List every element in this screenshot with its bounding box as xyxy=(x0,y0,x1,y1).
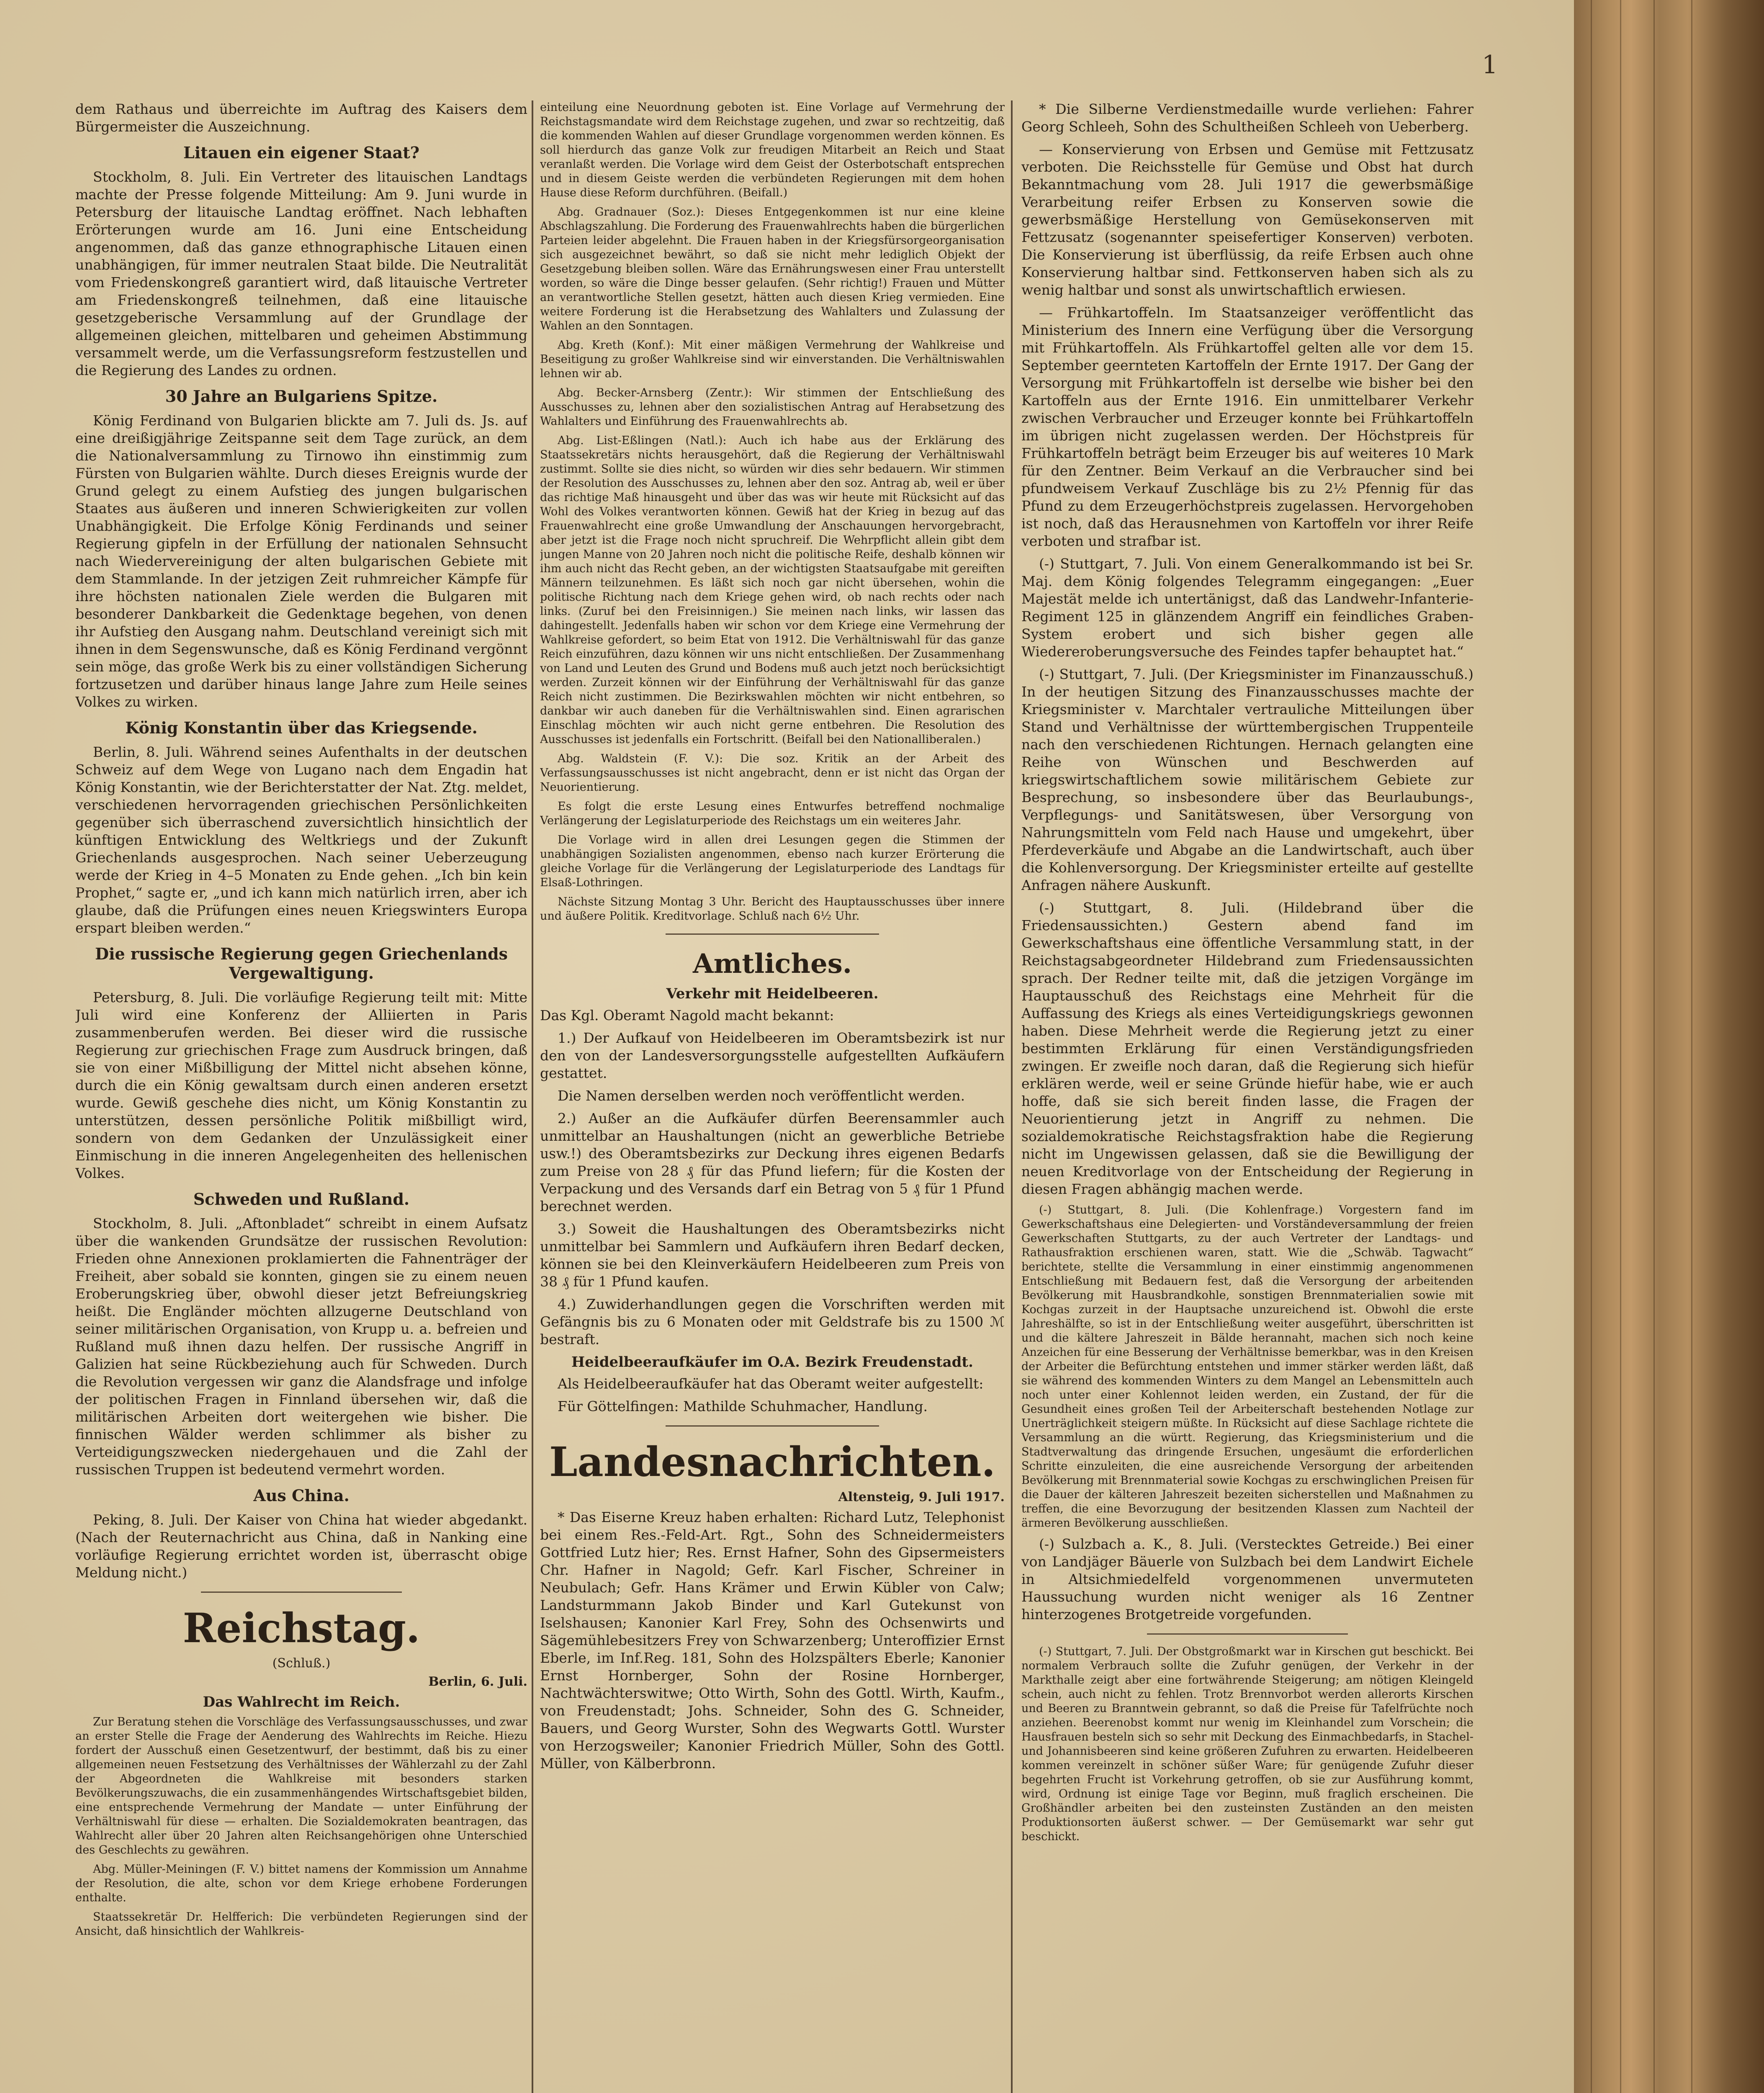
reichstag-paragraph-1: Zur Beratung stehen die Vorschläge des Verfassungsausschusses, und zwar an erster Stelle die Frage der Aenderung des Wahlrechts im Reiche. Hiezu fordert der Ausschuß einen Gesetzentwurf, der bestimmt, daß bis zu einer allgemeinen neuen Festsetzung des Verhältnisses der Wählerzahl zu der Zahl der Abgeordneten die Wahlkreise mit besonders starken Bevölkerungszuwachs, die ein zusammenhängendes Wirtschaftsgebiet bilden, eine entsprechende Vermehrung der Mandate — unter Einführung der Verhältniswahl für diese — erhalten. Die Sozialdemokraten beantragen, das Wahlrecht aller über 20 Jahren alten Reichsangehörigen ohne Unterschied des Geschlechts zu gewähren. xyxy=(75,1715,527,1856)
reichstag-cont-3: Abg. Kreth (Konf.): Mit einer mäßigen Vermehrung der Wahlkreise und Beseitigung zu großer Wahlkreise sind wir einverstanden. Die Verhältniswahlen lehnen wir ab. xyxy=(540,339,1005,380)
section-title-amtliches: Amtliches. xyxy=(692,948,852,980)
amtlich-intro: Das Kgl. Oberamt Nagold macht bekannt: xyxy=(540,1007,834,1023)
reichstag-cont-4: Abg. Becker-Arnsberg (Zentr.): Wir stimmen der Entschließung des Ausschusses zu, lehnen aber den sozialistischen Antrag auf Herabsetzung des Wahlalters und Einführung des Frauenwahlrechts ab. xyxy=(540,386,1005,428)
article-obstgrossmarkt: (-) Stuttgart, 7. Juli. Der Obstgroßmarkt war in Kirschen gut beschickt. Bei normalem Verbrauch sollte die Zufuhr genügen, der Verkehr in der Markthalle zeigt aber eine fortwährende Steigerung; am nötigen Kleingeld schein, auch nicht zu fehlen. Trotz Brennvorbot werden allerorts Kirschen und Beeren zu Branntwein gebrannt, so daß die Preise für Tafelfrüchte noch anziehen. Beerenobst kommt nur wenig im Kleinhandel zum Vorschein; die Hausfrauen besteln sich so sehr mit Deckung des Einmachbedarfs, in Stachel- und Johannisbeeren sind keine größeren Zufuhren zu erwarten. Heidelbeeren kommen vereinzelt in schöner süßer Ware; für genügende Zufuhr dieser begehrten Frucht ist Vorkehrung getroffen, ob sie zur Ausführung kommt, wird, Ordnung ist einige Tage vor Beginn, muß fraglich erscheinen. Die Großhändler arbeiten bei den zusteinsten Zuständen an den meisten Produktionsorten äußerst schwer. — Der Gemüsemarkt war sehr gut beschickt. xyxy=(1021,1645,1473,1843)
binding-edge xyxy=(1591,0,1592,2093)
reichstag-cont-6: Abg. Waldstein (F. V.): Die soz. Kritik an der Arbeit des Verfassungsausschusses ist nicht angebracht, denn er ist nicht das Organ der Neuorientierung. xyxy=(540,752,1005,794)
reichstag-cont-8: Die Vorlage wird in allen drei Lesungen gegen die Stimmen der unabhängigen Sozialisten angenommen, ebenso nach kurzer Erörterung die gleiche Vorlage für die Verlängerung der Legislaturperiode des Landtags für Elsaß-Lothringen. xyxy=(540,833,1005,889)
section-title-reichstag: Reichstag. xyxy=(183,1604,420,1652)
headline-heidelbeeren: Verkehr mit Heidelbeeren. xyxy=(666,985,879,1002)
headline-konstantin: König Konstantin über das Kriegsende. xyxy=(125,718,478,737)
article-sulzbach: (-) Sulzbach a. K., 8. Juli. (Verstecktes Getreide.) Bei einer von Landjäger Bäuerle von Sulzbach bei dem Landwirt Eichele in Altsichmiedelfeld vorgenommenen unvermuteten Haussuchung wurden nicht weniger als 16 Zentner hinterzogenes Brotgetreide vorgefunden. xyxy=(1021,1536,1473,1622)
article-continuation: dem Rathaus und überreichte im Auftrag des Kaisers dem Bürgermeister die Auszeichnung. xyxy=(75,101,527,135)
section-divider xyxy=(1147,1633,1348,1635)
aufkaeufer-text: Als Heidelbeeraufkäufer hat das Oberamt weiter aufgestellt: xyxy=(558,1376,984,1392)
aufkaeufer-name: Für Göttelfingen: Mathilde Schuhmacher, Handlung. xyxy=(558,1398,928,1414)
section-divider xyxy=(201,1592,402,1593)
article-verdienstmedaille: * Die Silberne Verdienstmedaille wurde verliehen: Fahrer Georg Schleeh, Sohn des Schultheißen Schleeh von Ueberberg. xyxy=(1021,101,1473,135)
subtitle-schluss: (Schluß.) xyxy=(272,1656,331,1671)
headline-litauen: Litauen ein eigener Staat? xyxy=(183,143,419,162)
article-schweden: Stockholm, 8. Juli. „Aftonbladet“ schreibt in einem Aufsatz über die wankenden Grundsätze der russischen Revolution: Frieden ohne Annexionen proklamierten die Fahnenträger der Freiheit, aber sobald sie konnten, gingen sie zu einem neuen Eroberungskrieg über, obwohl dieser jetzt Befreiungskrieg heißt. Die Engländer möchten allzugerne Deutschland von seiner militärischen Organisation, von Krupp u. a. befreien und Rußland muß ihnen dazu helfen. Der russische Angriff in Galizien hat seine Rückbeziehung auch für Schweden. Durch die Revolution vergessen wir ganz die Alandsfrage und infolge der politischen Fragen in Finnland übersehen wir, daß die militärischen Arbeiten dort weitergehen wie bisher. Die finnischen Wälder werden schlimmer als bisher zu Verteidigungszwecken niedergehauen und die Zahl der russischen Truppen ist bedeutend vermehrt worden. xyxy=(75,1215,527,1478)
column-rule-1 xyxy=(532,100,533,2093)
reichstag-cont-5: Abg. List-Eßlingen (Natl.): Auch ich habe aus der Erklärung des Staatssekretärs nichts herausgehört, daß die Regierung der Verhältniswahl zustimmt. Sollte sie dies nicht, so würden wir dies sehr bedauern. Wir stimmen der Resolution des Ausschusses zu, lehnen aber den soz. Antrag ab, weil er über das richtige Maß hinausgeht und über das was wir heute mit Rücksicht auf das Wohl des Volkes verantworten können. Gewiß hat der Krieg in bezug auf das Frauenwahlrecht eine große Umwandlung der Anschauungen hervorgebracht, aber jetzt ist die Frage noch nicht spruchreif. Die Wehrpflicht allein gibt dem jungen Manne von 20 Jahren noch nicht die politische Reife, deshalb können wir ihm auch nicht das Recht geben, an der wichtigsten Staatsaufgabe mit gereiften Männern teilzunehmen. Es läßt sich noch gar nicht übersehen, wohin die politische Richtung nach dem Kriege gehen wird, ob nach rechts oder nach links. (Zuruf bei den Freisinnigen.) Sie meinen nach links, wir lassen das dahingestellt. Jedenfalls haben wir schon vor dem Kriege eine Vermehrung der Wahlkreise gefordert, so beim Etat von 1912. Die Verhältniswahl für das ganze Reich einzuführen, dazu können wir uns nicht entschließen. Der Zusammenhang von Land und Leuten des Grund und Bodens muß auch jetzt noch berücksichtigt werden. Zurzeit können wir der Einführung der Verhältniswahl für das ganze Reich nicht zustimmen. Die Bezirkswahlen möchten wir nicht entbehren, so dankbar wir auch daneben für die Verhältniswahlen sind. Einen agrarischen Einschlag möchten wir auch nicht gerne entbehren. Die Resolution des Ausschusses ist jedenfalls ein Fortschritt. (Beifall bei den Nationalliberalen.) xyxy=(540,434,1005,746)
article-eisernes-kreuz: * Das Eiserne Kreuz haben erhalten: Richard Lutz, Telephonist bei einem Res.-Feld-Art. Rgt., Sohn des Schneidermeisters Gottfried Lutz hier; Res. Ernst Hafner, Sohn des Gipsermeisters Chr. Hafner in Nagold; Gefr. Karl Fischer, Schreiner in Neubulach; Gefr. Hans Krämer und Erwin Kübler von Calw; Landsturmmann Jakob Binder und Karl Gutekunst von Iselshausen; Kanonier Karl Frey, Sohn des Ochsenwirts und Sägemühlebesitzers Frey von Schwarzenberg; Unteroffizier Ernst Eberle, im Inf.Reg. 181, Sohn des Holzspälters Eberle; Kanonier Ernst Hornberger, Sohn der Rosine Hornberger, Nachtwächterswitwe; Otto Wirth, Sohn des Gottl. Wirth, Kaufm., von Freudenstadt; Johs. Schneider, Sohn des G. Schneider, Bauers, und Georg Wurster, Sohn des Wegwarts Gottl. Wurster von Herzogsweiler; Kanonier Friedrich Müller, Sohn des Gottl. Müller, von Kälberbronn. xyxy=(540,1509,1005,1772)
article-china: Peking, 8. Juli. Der Kaiser von China hat wieder abgedankt. (Nach der Reuternachricht aus China, daß in Nanking eine vorläufige Regierung errichtet worden ist, überrascht obige Meldung nicht.) xyxy=(75,1512,527,1581)
reichstag-cont-1: einteilung eine Neuordnung geboten ist. Eine Vorlage auf Vermehrung der Reichstagsmandate wird dem Reichstage zugehen, und zwar so rechtzeitig, daß die kommenden Wahlen auf dieser Grundlage vorgenommen werden können. Es soll hierdurch das ganze Volk zur freudigen Mitarbeit an Reich und Staat veranlaßt werden. Die Vorlage wird dem Geist der Osterbotschaft entsprechen und in diesem Geiste werden die verbündeten Regierungen mit dem hohen Hause diese Reform durchführen. (Beifall.) xyxy=(540,101,1005,199)
article-litauen: Stockholm, 8. Juli. Ein Vertreter des litauischen Landtags machte der Presse folgende Mitteilung: Am 9. Juni wurde in Petersburg der litauische Landtag eröffnet. Nach lebhaften Erörterungen wurde am 16. Juni eine Entscheidung angenommen, daß das ganze ethnographische Litauen einen unabhängigen, für immer neutralen Staat bilde. Die Neutralität vom Friedenskongreß garantiert wird, daß litauische Vertreter am Friedenskongreß teilnehmen, daß eine litauische gesetzgeberische Versammlung auf der Grundlage der allgemeinen gleichen, mittelbaren und geheimen Abstimmung versammelt werde, um die Verfassungsreform festzustellen und die Regierung des Landes zu ordnen. xyxy=(75,169,527,378)
headline-bulgarien: 30 Jahre an Bulgariens Spitze. xyxy=(165,387,438,406)
amtlich-item-4: 4.) Zuwiderhandlungen gegen die Vorschriften werden mit Gefängnis bis zu 6 Monaten oder mit Geldstrafe bis zu 1500 ℳ bestraft. xyxy=(540,1296,1005,1347)
amtlich-item-1b: Die Namen derselben werden noch veröffentlicht werden. xyxy=(558,1088,965,1104)
headline-china: Aus China. xyxy=(253,1486,350,1505)
article-kohlenfrage: (-) Stuttgart, 8. Juli. (Die Kohlenfrage.) Vorgestern fand im Gewerkschaftshaus eine Delegierten- und Vorständeversammlung der freien Gewerkschaften Stuttgarts, zu der auch Vertreter der Landtags- und Rathausfraktion erschienen waren, statt. Wie die „Schwäb. Tagwacht“ berichtete, stellte die Versammlung in einer einstimmig angenommenen Entschließung mit Bedauern fest, daß die Versorgung der arbeitenden Bevölkerung mit Hausbrandkohle, sonstigen Brennmaterialien sowie mit Kochgas zurzeit in der Hauptsache unzureichend ist. Obwohl die erste Jahreshälfte, so ist in der Entschließung weiter ausgeführt, überschritten ist und die kältere Jahreszeit in Bälde herannaht, machen sich noch keine Anzeichen für eine Besserung der Verhältnisse bemerkbar, was in den Kreisen der Arbeiter die Befürchtung entstehen und immer stärker werden läßt, daß sie während des kommenden Winters zu dem Mangel an Lebensmitteln auch noch unter einer Kohlennot leiden werden, ein Zustand, der für die Gesundheit eines großen Teil der Arbeiterschaft bestehenden Notlage zur Unerträglichkeit steigern müßte. In Rücksicht auf diese Sachlage richtete die Versammlung an die württ. Regierung, das Kriegsministerium und die Stadtverwaltung das dringende Ersuchen, ungesäumt die erforderlichen Schritte einzuleiten, die eine ausreichende Versorgung der arbeitenden Bevölkerung mit Brennmaterial sowie Kochgas zu erschwinglichen Preisen für die Dauer der kälteren Jahreszeit bezeiten sicherstellen und Maßnahmen zu treffen, die eine Bevorzugung der besitzenden Klassen zum Nachteil der ärmeren Bevölkerung ausschließen. xyxy=(1021,1203,1473,1530)
column-rule-2 xyxy=(1011,100,1013,2093)
article-stuttgart-telegramm: (-) Stuttgart, 7. Juli. Von einem Generalkommando ist bei Sr. Maj. dem König folgendes Telegramm eingegangen: „Euer Majestät melde ich untertänigst, daß das Landwehr-Infanterie-Regiment 125 in glänzendem Angriff ein feindliches Graben-System erobert und sich bisher gegen alle Wiedereroberungsversuche des Feindes tapfer behauptet hat.“ xyxy=(1021,555,1473,660)
column-3 xyxy=(1021,100,1473,2093)
binding-edge xyxy=(1653,0,1655,2093)
headline-aufkaeufer: Heidelbeeraufkäufer im O.A. Bezirk Freudenstadt. xyxy=(571,1354,973,1370)
article-griechenland: Petersburg, 8. Juli. Die vorläufige Regierung teilt mit: Mitte Juli wird eine Konferenz der Alliierten in Paris zusammenberufen werden. Bei dieser wird die russische Regierung zur griechischen Frage zum Ausdruck bringen, daß sie von einer Mißbilligung der Mittel nicht absehen könne, durch die ein König gewaltsam durch einen anderen ersetzt wurde. Gewiß geschehe dies nicht, um König Konstantin zu unterstützen, dessen persönliche Politik mißbilligt wird, sondern von dem Gedanken der Unzulässigkeit einer Einmischung in die inneren Angelegenheiten des hellenischen Volkes. xyxy=(75,989,527,1181)
amtlich-item-3: 3.) Soweit die Haushaltungen des Oberamtsbezirks nicht unmittelbar bei Sammlern und Aufkäufern ihren Bedarf decken, können sie bei den Kleinverkäufern Heidelbeeren zum Preis von 38 ₰ für 1 Pfund kaufen. xyxy=(540,1221,1005,1290)
article-kriegsminister: (-) Stuttgart, 7. Juli. (Der Kriegsminister im Finanzausschuß.) In der heutigen Sitzung des Finanzausschusses machte der Kriegsminister v. Marchtaler vertrauliche Mitteilungen über Stand und Verhältnisse der württembergischen Truppenteile nach den verschiedenen Richtungen. Hernach gelangten eine Reihe von Wünschen und Beschwerden auf kriegswirtschaftlichem sowie militärischem Gebiete zur Besprechung, so insbesondere über das Beurlaubungs-, Verpflegungs- und Sanitätswesen, über Versorgung von Nahrungsmitteln vom Feld nach Hause und umgekehrt, über Pferdeverkäufe und Abgabe an die Landwirtschaft, auch über die Kohlenversorgung. Der Kriegsminister erteilte auf gestellte Anfragen nähere Auskunft. xyxy=(1021,666,1473,893)
book-binding xyxy=(1574,0,1764,2093)
article-konstantin: Berlin, 8. Juli. Während seines Aufenthalts in der deutschen Schweiz auf dem Wege von Lugano nach dem Engadin hat König Konstantin, wie der Berichterstatter der Nat. Ztg. meldet, verschiedenen hervorragenden griechischen Persönlichkeiten gegenüber sich überraschend zuversichtlich hinsichtlich der künftigen Entwicklung des Weltkriegs und der Zukunft Griechenlands ausgesprochen. Nach seiner Ueberzeugung werde der Krieg in 4–5 Monaten zu Ende gehen. „Ich bin kein Prophet,“ sagte er, „und ich kann mich natürlich irren, aber ich glaube, daß die Prüfungen eines neuen Kriegswinters Europa erspart bleiben werden.“ xyxy=(75,744,527,936)
dateline-berlin: Berlin, 6. Juli. xyxy=(428,1674,527,1689)
section-divider xyxy=(666,1425,879,1427)
amtlich-item-2: 2.) Außer an die Aufkäufer dürfen Beerensammler auch unmittelbar an Haushaltungen (nicht an gewerbliche Betriebe usw.!) des Oberamtsbezirks zur Deckung ihres eigenen Bedarfs zum Preise von 28 ₰ für das Pfund liefern; für die Kosten der Verpackung und des Versands darf ein Betrag von 5 ₰ für 1 Pfund berechnet werden. xyxy=(540,1110,1005,1214)
section-title-landesnachrichten: Landesnachrichten. xyxy=(549,1438,995,1486)
article-hildebrand: (-) Stuttgart, 8. Juli. (Hildebrand über die Friedensaussichten.) Gestern abend fand im Gewerkschaftshaus eine öffentliche Versammlung statt, in der Reichstagsabgeordneter Hildebrand zum Friedensaussichten sprach. Der Redner teilte mit, daß die jetzigen Vorgänge im Hauptausschuß des Reichstags eine Mehrheit für die Auffassung des Kriegs als eines Verteidigungskriegs gewonnen haben. Diese Mehrheit werde die Regierung jetzt zu einer bestimmten Erklärung für einen Verständigungsfrieden zwingen. Er zweifle noch daran, daß die Regierung sich hiefür erklären werde, weil er seine Gründe hiefür habe, wie er auch hoffe, daß sie sich bereit finden lasse, die Fragen der Neuorientierung jetzt in Angriff zu nehmen. Die sozialdemokratische Reichstagsfraktion habe die Regierung nicht im Ungewissen gelassen, daß sie die Bewilligung der neuen Kreditvorlage von der Entscheidung der Regierung in diesen Fragen abhängig machen werde. xyxy=(1021,900,1473,1197)
column-1 xyxy=(75,100,527,2093)
page-number: 1 xyxy=(1482,50,1498,80)
article-konservierung: — Konservierung von Erbsen und Gemüse mit Fettzusatz verboten. Die Reichsstelle für Gemüse und Obst hat durch Bekanntmachung vom 28. Juli 1917 die gewerbsmäßige Verarbeitung reifer Erbsen zu Konserven sowie die gewerbsmäßige Herstellung von Gemüsekonserven mit Fettzusatz (sogenannter speisefertiger Konserven) verboten. Die Konservierung ist überflüssig, da reife Erbsen auch ohne Konservierung haltbar sind. Fettkonserven haben sich als zu wenig haltbar und sonst als unwirtschaftlich erwiesen. xyxy=(1021,141,1473,298)
dateline-altensteig: Altensteig, 9. Juli 1917. xyxy=(838,1490,1005,1504)
reichstag-paragraph-2: Abg. Müller-Meiningen (F. V.) bittet namens der Kommission um Annahme der Resolution, die alte, schon vor dem Kriege erhobene Forderungen enthalte. xyxy=(75,1863,527,1904)
amtlich-item-1: 1.) Der Aufkauf von Heidelbeeren im Oberamtsbezirk ist nur den von der Landesversorgungsstelle aufgestellten Aufkäufern gestattet. xyxy=(540,1030,1005,1081)
article-bulgarien: König Ferdinand von Bulgarien blickte am 7. Juli ds. Js. auf eine dreißigjährige Zeitspanne seit dem Tage zurück, an dem die Nationalversammlung zu Tirnowo ihn einstimmig zum Fürsten von Bulgarien wählte. Durch dieses Ereignis wurde der Grund gelegt zu einem Aufstieg des jungen bulgarischen Staates aus äußeren und inneren Schwierigkeiten zur vollen Unabhängigkeit. Die Erfolge König Ferdinands und seiner Regierung gipfeln in der Erfüllung der nationalen Sehnsucht nach Wiedervereinigung der alten bulgarischen Gebiete mit dem Stammlande. In der jetzigen Zeit ruhmreicher Kämpfe für ihre höchsten nationalen Ziele werden die Bulgaren mit besonderer Dankbarkeit die Gedenktage begehen, von denen ihr Aufstieg den Ausgang nahm. Deutschland vereinigt sich mit ihnen in dem Segenswunsche, daß es König Ferdinand vergönnt sein möge, das große Werk bis zu einer vollständigen Sicherung fortzusetzen und darüber hinaus lange Jahre zum Heile seines Volkes zu wirken. xyxy=(75,412,527,710)
headline-griechenland: Die russische Regierung gegen Griechenlands Vergewaltigung. xyxy=(95,944,508,982)
binding-edge xyxy=(1620,0,1621,2093)
section-divider xyxy=(666,933,879,935)
reichstag-cont-2: Abg. Gradnauer (Soz.): Dieses Entgegenkommen ist nur eine kleine Abschlagszahlung. Die Forderung des Frauenwahlrechts haben die bürgerlichen Parteien leider abgelehnt. Die Frauen haben in der Kriegsfürsorgeorganisation sich ausgezeichnet bewährt, so daß sie nicht mehr lediglich Objekt der Gesetzgebung bleiben sollen. Wäre das Ernährungswesen einer Frau unterstellt worden, so wäre die Dinge besser gelaufen. (Sehr richtig!) Frauen und Mütter an verantwortliche Stellen gesetzt, hätten auch diesen Krieg vermieden. Eine weitere Forderung ist die Herabsetzung des Wahlalters und Zulassung der Wahlen an den Sonntagen. xyxy=(540,206,1005,332)
reichstag-paragraph-3: Staatssekretär Dr. Helfferich: Die verbündeten Regierungen sind der Ansicht, daß hinsichtlich der Wahlkreis- xyxy=(75,1910,527,1938)
headline-schweden: Schweden und Rußland. xyxy=(193,1190,410,1208)
reichstag-cont-9: Nächste Sitzung Montag 3 Uhr. Bericht des Hauptausschusses über innere und äußere Politik. Kreditvorlage. Schluß nach 6½ Uhr. xyxy=(540,895,1005,923)
column-2 xyxy=(540,100,1005,2093)
binding-edge xyxy=(1691,0,1692,2093)
article-fruehkartoffeln: — Frühkartoffeln. Im Staatsanzeiger veröffentlicht das Ministerium des Innern eine Verfügung über die Versorgung mit Frühkartoffeln. Als Frühkartoffel gelten alle vor dem 15. September geernteten Kartoffeln der Ernte 1917. Der Gang der Versorgung mit Frühkartoffeln ist derselbe wie bisher bei den Kartoffeln aus der Ernte 1916. Ein unmittelbarer Verkehr zwischen Verbraucher und Erzeuger konnte bei Frühkartoffeln im übrigen nicht zugelassen werden. Der Höchstpreis für Frühkartoffeln beträgt beim Erzeuger bis auf weiteres 10 Mark für den Zentner. Beim Verkauf an die Verbraucher sind bei pfundweisem Verkauf Zuschläge bis zu 2½ Pfennig für das Pfund zu dem Erzeugerhöchstpreis zugelassen. Hervorgehoben ist noch, daß das Herausnehmen von Kartoffeln vor ihrer Reife verboten und strafbar ist. xyxy=(1021,304,1473,549)
headline-wahlrecht: Das Wahlrecht im Reich. xyxy=(203,1694,400,1710)
reichstag-cont-7: Es folgt die erste Lesung eines Entwurfes betreffend nochmalige Verlängerung der Legislaturperiode des Reichstags um ein weiteres Jahr. xyxy=(540,800,1005,827)
